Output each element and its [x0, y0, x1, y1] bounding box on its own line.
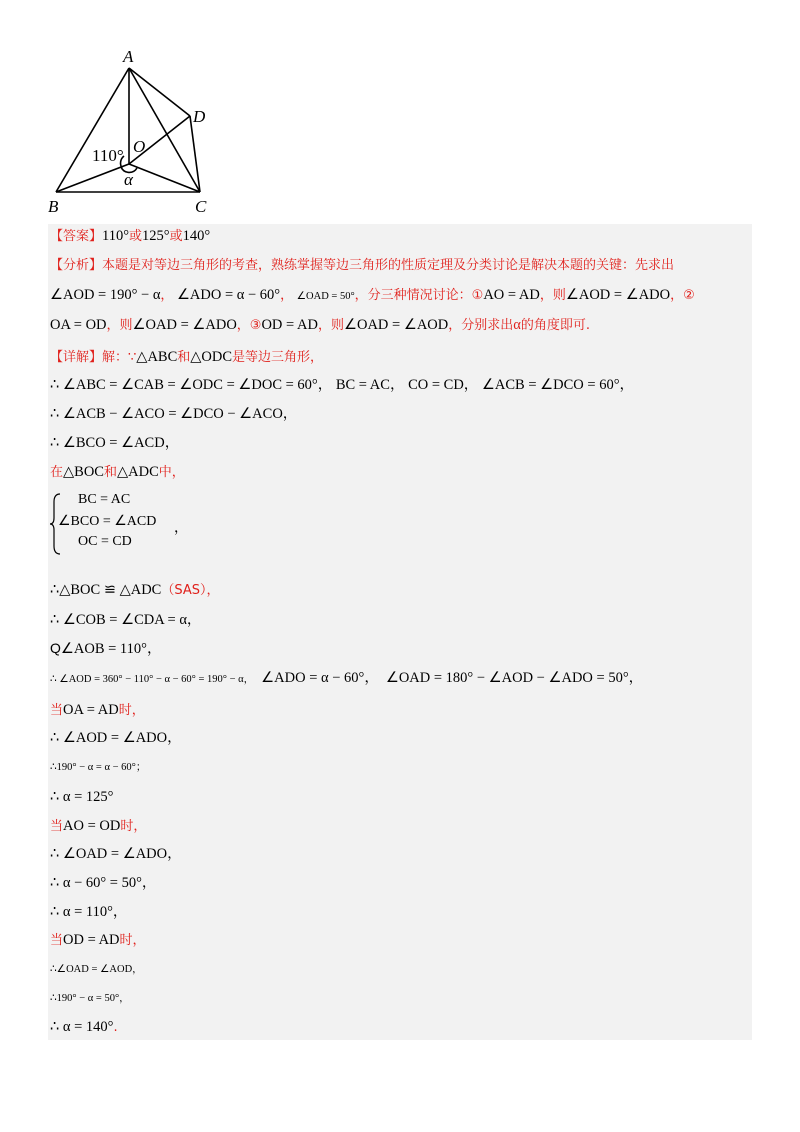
solution-panel: 【答案】110°或125°或140° 【分析】本题是对等边三角形的考查，熟练掌握等边三角形的性质定理及分类讨论是解决本题的关键：先求出 ∠AOD = 190° − α， ∠ADO = α − 60°， ∠OAD = 50°，分三种情况讨论：①AO = AD，则∠AOD = ∠ADO，② OA = OD，则∠OAD = ∠ADO，③OD = AD，则∠OAD = ∠AOD，分别求出α的角度即可. 【详解】解：∵△ABC和△ODC是等边三角形， ∴ ∠ABC = ∠CAB = ∠ODC = ∠DOC = 60°， BC = AC， CO = CD， ∠ACB = ∠DCO = 60°， ∴ ∠ACB − ∠ACO = ∠DCO − ∠ACO， ∴ ∠BCO = ∠ACD， 在△BOC和△ADC中， BC = AC ∠BCO = ∠ACD OC = CD ， ∴△BOC ≌ △ADC（SAS）， ∴ ∠COB = ∠CDA = α， Q∠AOB = 110°， ∴ ∠AOD = 360° − 110° − α − 60° = 190° − α， ∠ADO = α − 60°， ∠OAD = 180° − ∠AOD − ∠ADO = 50°， 当OA = AD时， ∴ ∠AOD = ∠ADO， ∴190° − α = α − 60°； ∴ α = 125° 当AO = OD时， ∴ ∠OAD = ∠ADO， ∴ α − 60° = 50°， ∴ α = 110°， 当OD = AD时， ∴∠OAD = ∠AOD， ∴190° − α = 50°， ∴ α = 140°. — [48, 224, 752, 1040]
system-row-1: BC = AC — [78, 492, 131, 507]
label-c: C — [195, 197, 207, 216]
detail-line-4: ∴ ∠BCO = ∠ACD， — [50, 435, 180, 451]
segment-oc — [129, 164, 200, 192]
analysis-line-1: 【分析】本题是对等边三角形的考查，熟练掌握等边三角形的性质定理及分类讨论是解决本题的关键：先求出 — [50, 258, 675, 273]
analysis-line-3: OA = OD，则∠OAD = ∠ADO，③OD = AD，则∠OAD = ∠AOD，分别求出α的角度即可. — [50, 317, 591, 333]
label-angle-110: 110° — [92, 146, 124, 165]
segment-dc — [190, 116, 200, 192]
label-alpha: α — [124, 170, 133, 189]
analysis-tag: 【分析】 — [50, 258, 103, 273]
segment-bo — [56, 164, 129, 192]
detail-line-1: 【详解】解：∵△ABC和△ODC是等边三角形， — [50, 349, 324, 365]
analysis-line-2: ∠AOD = 190° − α， ∠ADO = α − 60°， ∠OAD = 50°，分三种情况讨论：①AO = AD，则∠AOD = ∠ADO，② — [50, 287, 695, 303]
case-2-header: 当AO = OD时， — [50, 818, 147, 834]
detail-line-5: 在△BOC和△ADC中， — [50, 464, 185, 480]
answer-tag: 【答案】 — [50, 229, 103, 244]
geometry-figure — [40, 44, 240, 220]
detail-line-9: Q∠AOB = 110°， — [50, 640, 162, 657]
label-b: B — [48, 197, 59, 216]
label-o: O — [133, 137, 146, 156]
system-row-2: ∠BCO = ∠ACD — [58, 514, 157, 529]
case-3-header: 当OD = AD时， — [50, 932, 146, 948]
detail-line-7: ∴△BOC ≌ △ADC（SAS）， — [50, 582, 220, 598]
segment-ab — [56, 68, 129, 192]
label-a: A — [123, 47, 134, 66]
detail-line-8: ∴ ∠COB = ∠CDA = α， — [50, 612, 202, 628]
answer-line: 【答案】110°或125°或140° — [50, 228, 211, 244]
segment-ac — [129, 68, 200, 192]
detail-line-2: ∴ ∠ABC = ∠CAB = ∠ODC = ∠DOC = 60°， BC = AC， CO = CD， ∠ACB = ∠DCO = 60°， — [50, 377, 634, 393]
equation-system: BC = AC ∠BCO = ∠ACD OC = CD ， — [50, 492, 210, 556]
case-1-header: 当OA = AD时， — [50, 702, 145, 718]
label-d: D — [193, 107, 206, 126]
detail-line-3: ∴ ∠ACB − ∠ACO = ∠DCO − ∠ACO， — [50, 406, 298, 422]
segment-ad — [129, 68, 190, 116]
detail-tag: 【详解】 — [50, 350, 103, 365]
system-row-3: OC = CD — [78, 534, 132, 549]
detail-line-10: ∴ ∠AOD = 360° − 110° − α − 60° = 190° − α， ∠ADO = α − 60°， ∠OAD = 180° − ∠AOD − ∠ADO = 50°， — [50, 670, 644, 686]
